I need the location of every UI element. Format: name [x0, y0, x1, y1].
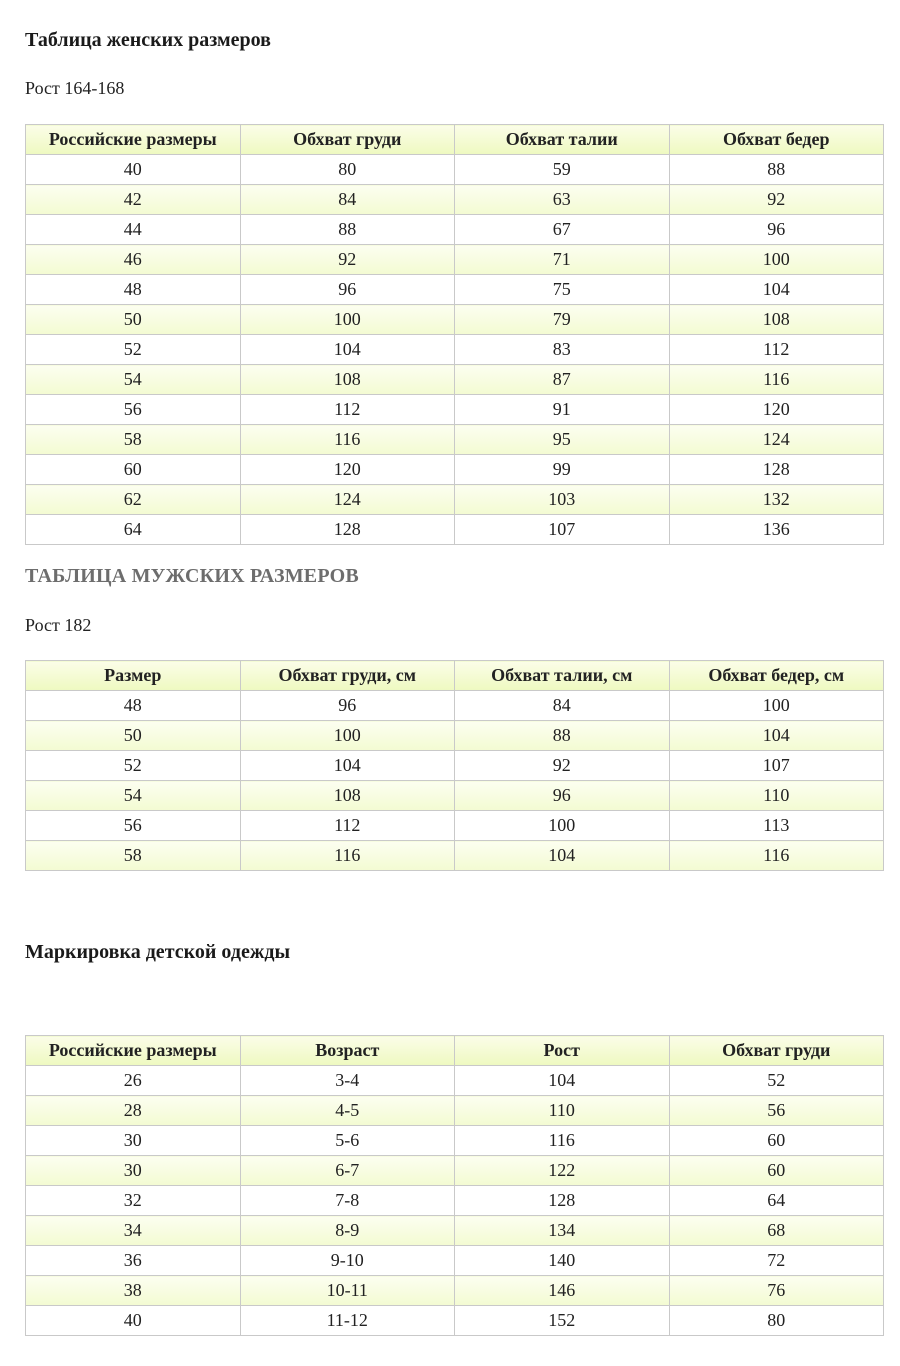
table-cell: 116: [240, 841, 455, 871]
table-cell: 92: [240, 245, 455, 275]
table-cell: 52: [26, 751, 241, 781]
table-cell: 107: [669, 751, 884, 781]
table-cell: 68: [669, 1216, 884, 1246]
table-cell: 58: [26, 841, 241, 871]
table-row: [26, 215, 884, 245]
table-row: [26, 365, 884, 395]
column-header: Обхват бедер: [669, 125, 884, 155]
table-cell: 52: [669, 1066, 884, 1096]
table-cell: 56: [26, 395, 241, 425]
table-cell: 124: [240, 485, 455, 515]
men-table-title: ТАБЛИЦА МУЖСКИХ РАЗМЕРОВ: [25, 565, 359, 587]
table-row: [26, 811, 884, 841]
table-cell: 134: [455, 1216, 670, 1246]
table-cell: 92: [669, 185, 884, 215]
table-cell: 140: [455, 1246, 670, 1276]
table-cell: 62: [26, 485, 241, 515]
table-cell: 64: [26, 515, 241, 545]
table-row: [26, 185, 884, 215]
table-cell: 100: [669, 691, 884, 721]
table-cell: 96: [240, 275, 455, 305]
table-cell: 83: [455, 335, 670, 365]
table-cell: 48: [26, 691, 241, 721]
table-cell: 26: [26, 1066, 241, 1096]
table-cell: 88: [240, 215, 455, 245]
column-header: Возраст: [240, 1036, 455, 1066]
table-row: [26, 515, 884, 545]
table-cell: 50: [26, 305, 241, 335]
column-header: Российские размеры: [26, 1036, 241, 1066]
table-cell: 116: [455, 1126, 670, 1156]
table-cell: 116: [240, 425, 455, 455]
table-cell: 108: [669, 305, 884, 335]
column-header: Обхват талии, см: [455, 661, 670, 691]
table-cell: 104: [669, 275, 884, 305]
table-cell: 36: [26, 1246, 241, 1276]
table-cell: 96: [240, 691, 455, 721]
column-header: Обхват груди, см: [240, 661, 455, 691]
table-cell: 103: [455, 485, 670, 515]
table-cell: 80: [669, 1306, 884, 1336]
table-cell: 104: [455, 1066, 670, 1096]
table-cell: 60: [669, 1126, 884, 1156]
table-cell: 63: [455, 185, 670, 215]
table-cell: 84: [455, 691, 670, 721]
table-cell: 50: [26, 721, 241, 751]
table-cell: 110: [455, 1096, 670, 1126]
header-row: [26, 1036, 884, 1066]
table-cell: 54: [26, 781, 241, 811]
table-cell: 32: [26, 1186, 241, 1216]
column-header: Обхват талии: [455, 125, 670, 155]
table-row: [26, 841, 884, 871]
table-cell: 76: [669, 1276, 884, 1306]
table-cell: 30: [26, 1156, 241, 1186]
table-cell: 128: [669, 455, 884, 485]
table-cell: 6-7: [240, 1156, 455, 1186]
table-cell: 71: [455, 245, 670, 275]
table-cell: 67: [455, 215, 670, 245]
table-cell: 104: [240, 335, 455, 365]
table-cell: 132: [669, 485, 884, 515]
table-row: [26, 1306, 884, 1336]
table-row: [26, 245, 884, 275]
table-row: [26, 781, 884, 811]
table-cell: 44: [26, 215, 241, 245]
table-row: [26, 275, 884, 305]
table-cell: 104: [240, 751, 455, 781]
table-row: [26, 1066, 884, 1096]
table-row: [26, 305, 884, 335]
table-row: [26, 155, 884, 185]
table-cell: 42: [26, 185, 241, 215]
table-cell: 88: [669, 155, 884, 185]
column-header: Обхват груди: [669, 1036, 884, 1066]
table-row: [26, 425, 884, 455]
table-row: [26, 1156, 884, 1186]
table-cell: 107: [455, 515, 670, 545]
table-cell: 116: [669, 365, 884, 395]
kids-size-table: [25, 1035, 884, 1336]
table-cell: 146: [455, 1276, 670, 1306]
table-row: [26, 455, 884, 485]
table-cell: 110: [669, 781, 884, 811]
table-cell: 84: [240, 185, 455, 215]
column-header: Российские размеры: [26, 125, 241, 155]
table-row: [26, 721, 884, 751]
table-cell: 5-6: [240, 1126, 455, 1156]
table-row: [26, 485, 884, 515]
table-cell: 3-4: [240, 1066, 455, 1096]
column-header: Рост: [455, 1036, 670, 1066]
table-cell: 124: [669, 425, 884, 455]
table-cell: 8-9: [240, 1216, 455, 1246]
men-size-table: [25, 660, 884, 871]
table-cell: 30: [26, 1126, 241, 1156]
table-row: [26, 1126, 884, 1156]
table-cell: 40: [26, 155, 241, 185]
women-height-note: Рост 164-168: [25, 78, 125, 98]
table-cell: 120: [240, 455, 455, 485]
men-height-note: Рост 182: [25, 615, 92, 635]
table-cell: 38: [26, 1276, 241, 1306]
table-cell: 72: [669, 1246, 884, 1276]
table-cell: 54: [26, 365, 241, 395]
table-cell: 48: [26, 275, 241, 305]
table-cell: 64: [669, 1186, 884, 1216]
table-cell: 104: [455, 841, 670, 871]
table-cell: 91: [455, 395, 670, 425]
column-header: Обхват груди: [240, 125, 455, 155]
table-cell: 108: [240, 781, 455, 811]
table-cell: 88: [455, 721, 670, 751]
table-cell: 112: [240, 395, 455, 425]
table-cell: 136: [669, 515, 884, 545]
table-cell: 96: [455, 781, 670, 811]
table-row: [26, 751, 884, 781]
table-cell: 40: [26, 1306, 241, 1336]
table-cell: 128: [240, 515, 455, 545]
table-cell: 152: [455, 1306, 670, 1336]
table-cell: 75: [455, 275, 670, 305]
table-cell: 87: [455, 365, 670, 395]
table-cell: 120: [669, 395, 884, 425]
table-cell: 11-12: [240, 1306, 455, 1336]
table-row: [26, 395, 884, 425]
column-header: Обхват бедер, см: [669, 661, 884, 691]
table-cell: 112: [669, 335, 884, 365]
header-row: [26, 661, 884, 691]
table-cell: 100: [240, 305, 455, 335]
table-cell: 9-10: [240, 1246, 455, 1276]
table-row: [26, 1186, 884, 1216]
kids-table-title: Маркировка детской одежды: [25, 941, 291, 963]
table-cell: 104: [669, 721, 884, 751]
table-cell: 60: [669, 1156, 884, 1186]
table-cell: 108: [240, 365, 455, 395]
header-row: [26, 125, 884, 155]
table-row: [26, 691, 884, 721]
table-cell: 99: [455, 455, 670, 485]
table-cell: 28: [26, 1096, 241, 1126]
table-cell: 56: [669, 1096, 884, 1126]
table-cell: 52: [26, 335, 241, 365]
table-cell: 113: [669, 811, 884, 841]
women-table-title: Таблица женских размеров: [25, 29, 271, 51]
table-cell: 7-8: [240, 1186, 455, 1216]
table-cell: 4-5: [240, 1096, 455, 1126]
table-cell: 96: [669, 215, 884, 245]
table-cell: 128: [455, 1186, 670, 1216]
table-cell: 92: [455, 751, 670, 781]
table-cell: 60: [26, 455, 241, 485]
table-cell: 10-11: [240, 1276, 455, 1306]
table-cell: 34: [26, 1216, 241, 1246]
table-cell: 95: [455, 425, 670, 455]
table-cell: 59: [455, 155, 670, 185]
table-row: [26, 1246, 884, 1276]
table-cell: 79: [455, 305, 670, 335]
table-cell: 100: [669, 245, 884, 275]
table-row: [26, 335, 884, 365]
table-cell: 116: [669, 841, 884, 871]
table-cell: 56: [26, 811, 241, 841]
table-cell: 80: [240, 155, 455, 185]
table-row: [26, 1276, 884, 1306]
table-row: [26, 1216, 884, 1246]
table-cell: 58: [26, 425, 241, 455]
table-cell: 100: [240, 721, 455, 751]
women-size-table: [25, 124, 884, 545]
table-cell: 100: [455, 811, 670, 841]
table-cell: 122: [455, 1156, 670, 1186]
table-cell: 112: [240, 811, 455, 841]
column-header: Размер: [26, 661, 241, 691]
table-row: [26, 1096, 884, 1126]
table-cell: 46: [26, 245, 241, 275]
